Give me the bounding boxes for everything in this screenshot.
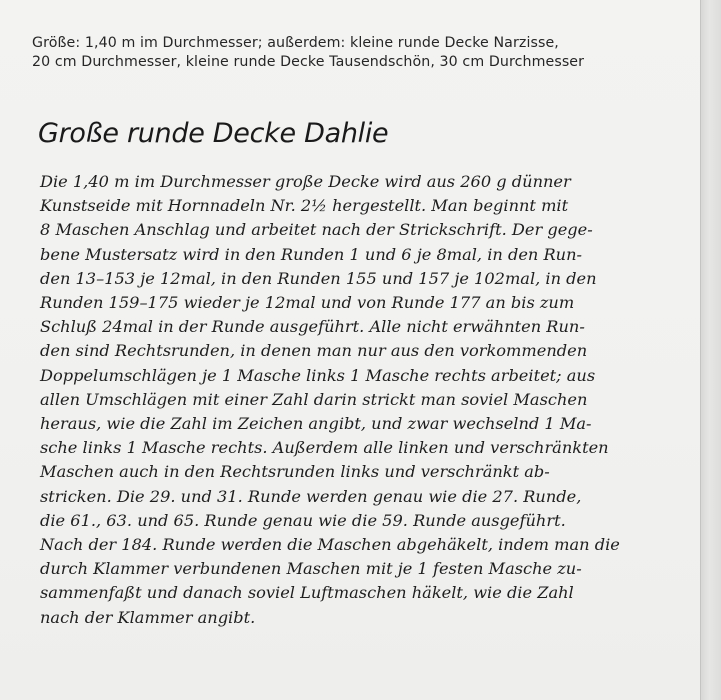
- text-line: Maschen auch in den Rechtsrunden links und verschränkt ab-: [40, 462, 550, 482]
- text-line: nach der Klammer angibt.: [40, 607, 256, 627]
- text-line: Schluß 24mal in der Runde ausgeführt. Alle nicht erwähnten Run-: [40, 317, 585, 337]
- text-line: allen Umschlägen mit einer Zahl darin strickt man soviel Maschen: [40, 389, 588, 409]
- text-line: durch Klammer verbundenen Maschen mit je 1 festen Masche zu-: [40, 559, 582, 579]
- text-line: Doppelumschlägen je 1 Masche links 1 Masche rechts arbeitet; aus: [40, 365, 596, 385]
- text-line: die 61., 63. und 65. Runde genau wie die 59. Runde ausgeführt.: [40, 510, 566, 530]
- text-line: Runden 159–175 wieder je 12mal und von Runde 177 an bis zum: [40, 293, 575, 313]
- text-line: sche links 1 Masche rechts. Außerdem alle linken und verschränkten: [40, 438, 609, 458]
- text-line: Nach der 184. Runde werden die Maschen abgehäkelt, indem man die: [40, 535, 620, 555]
- header-line: Größe: 1,40 m im Durchmesser; außerdem: kleine runde Decke Narzisse,: [32, 35, 559, 51]
- text-line: stricken. Die 29. und 31. Runde werden genau wie die 27. Runde,: [40, 486, 582, 506]
- text-line: Kunstseide mit Hornnadeln Nr. 2½ hergestellt. Man beginnt mit: [40, 196, 569, 216]
- size-info-header: [32, 34, 672, 72]
- header-line: 20 cm Durchmesser, kleine runde Decke Tausendschön, 30 cm Durchmesser: [32, 54, 585, 70]
- text-line: den sind Rechtsrunden, in denen man nur aus den vorkommenden: [40, 341, 588, 361]
- page-title: Große runde Decke Dahlie: [38, 118, 389, 149]
- instructions-paragraph: [40, 170, 690, 630]
- text-line: heraus, wie die Zahl im Zeichen angibt, und zwar wechselnd 1 Ma-: [40, 414, 592, 434]
- text-line: bene Mustersatz wird in den Runden 1 und 6 je 8mal, in den Run-: [40, 244, 582, 264]
- text-line: 8 Maschen Anschlag und arbeitet nach der Strickschrift. Der gege-: [40, 220, 593, 240]
- page-edge: [700, 0, 721, 700]
- text-line: Die 1,40 m im Durchmesser große Decke wird aus 260 g dünner: [40, 172, 571, 191]
- text-line: den 13–153 je 12mal, in den Runden 155 und 157 je 102mal, in den: [40, 268, 597, 288]
- text-line: sammenfaßt und danach soviel Luftmaschen häkelt, wie die Zahl: [40, 583, 574, 603]
